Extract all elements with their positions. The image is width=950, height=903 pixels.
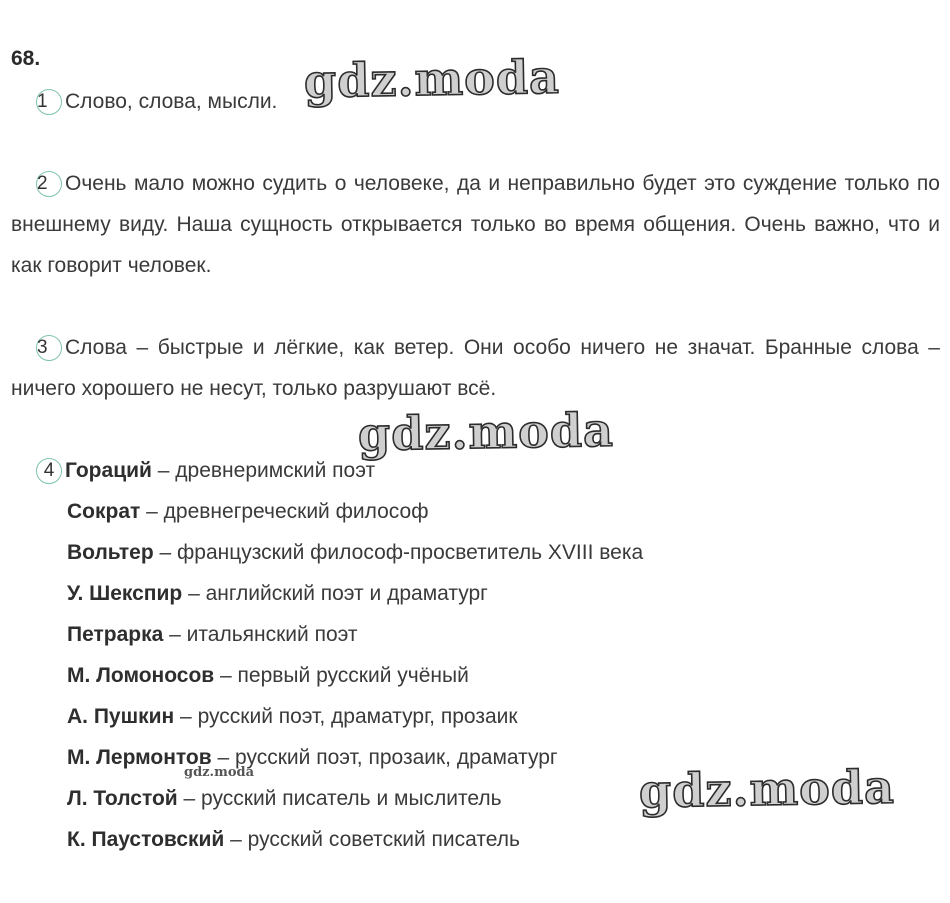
answer-paragraph-3 xyxy=(11,327,940,409)
person-name: Гораций xyxy=(65,459,152,482)
list-item xyxy=(36,819,736,860)
person-description: – итальянский поэт xyxy=(163,623,358,646)
list-item xyxy=(36,655,736,696)
person-name: Л. Толстой xyxy=(67,787,178,810)
person-description: – русский писатель и мыслитель xyxy=(177,787,502,810)
person-name: Вольтер xyxy=(67,541,154,564)
list-item xyxy=(36,614,736,655)
list-item xyxy=(36,573,736,614)
watermark: gdz.moda xyxy=(357,402,615,462)
person-description: – древнегреческий философ xyxy=(140,500,429,523)
people-list xyxy=(36,450,736,860)
person-name: У. Шекспир xyxy=(67,582,183,605)
person-description: – русский поэт, драматург, прозаик xyxy=(174,705,518,728)
list-item xyxy=(36,532,736,573)
paragraph-text: Слова – быстрые и лёгкие, как ветер. Они особо ничего не значат. Бранные слова – ничего хорошего не несут, только разрушают всё. xyxy=(11,336,940,400)
list-item xyxy=(36,696,736,737)
person-name: М. Ломоносов xyxy=(67,664,215,687)
watermark: gdz.moda xyxy=(303,49,561,109)
person-description: – французский философ-просветитель XVIII века xyxy=(153,541,644,564)
task-number: 68. xyxy=(11,47,41,70)
item-number-circle: 4 xyxy=(36,458,62,484)
person-description: – русский поэт, прозаик, драматург xyxy=(211,746,558,769)
paragraph-text: Слово, слова, мысли. xyxy=(65,90,278,113)
person-name: А. Пушкин xyxy=(67,705,175,728)
person-name: К. Паустовский xyxy=(67,828,225,851)
person-description: – первый русский учёный xyxy=(214,664,469,687)
item-number-circle: 1 xyxy=(36,89,62,115)
person-description: – английский поэт и драматург xyxy=(182,582,488,605)
paragraph-text: Очень мало можно судить о человеке, да и неправильно будет это суждение только по внешнему виду. Наша сущность открывается только во время общения. Очень важно, что и как говорит человек. xyxy=(11,172,940,277)
watermark-small: gdz.moda xyxy=(184,765,255,780)
person-description: – древнеримский поэт xyxy=(151,459,376,482)
list-item xyxy=(36,737,736,778)
list-item xyxy=(36,778,736,819)
item-number-circle: 3 xyxy=(36,335,62,361)
person-name: Сократ xyxy=(67,500,141,523)
watermark: gdz.moda xyxy=(638,759,896,819)
person-description: – русский советский писатель xyxy=(224,828,520,851)
item-number-circle: 2 xyxy=(36,171,62,197)
list-item xyxy=(36,491,736,532)
person-name: М. Лермонтов xyxy=(67,746,212,769)
answer-paragraph-2 xyxy=(11,163,940,286)
person-name: Петрарка xyxy=(67,623,164,646)
